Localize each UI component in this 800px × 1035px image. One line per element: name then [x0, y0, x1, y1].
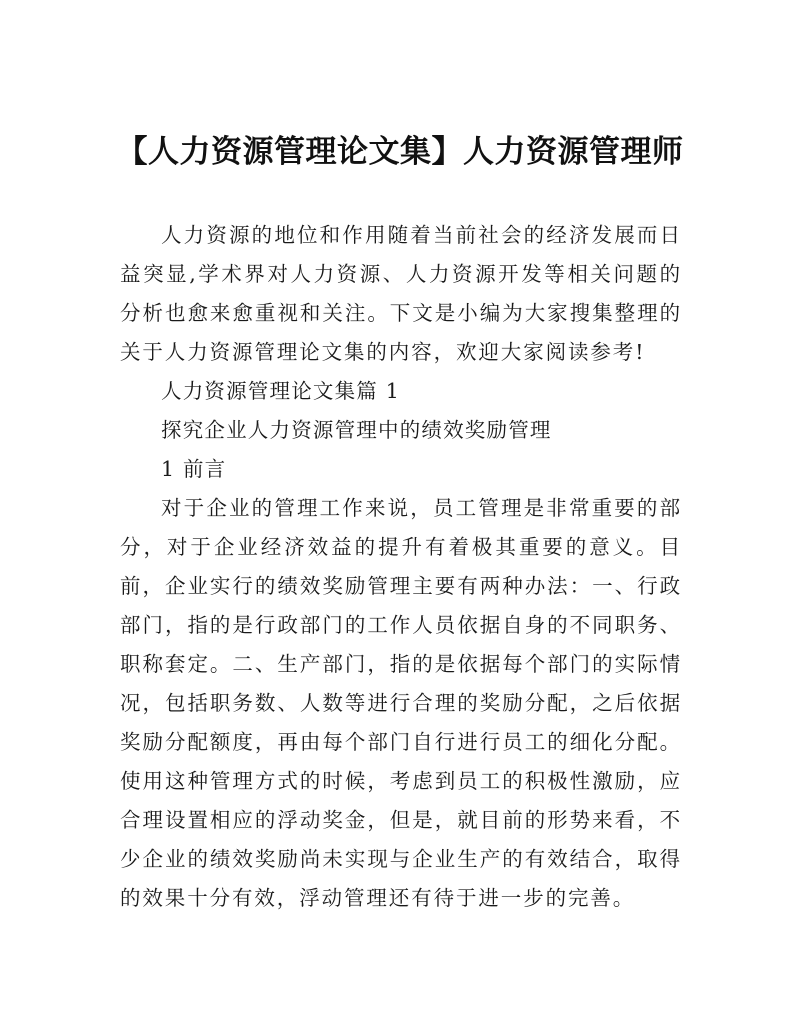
section-heading: 人力资源管理论文集篇 1: [161, 379, 400, 403]
subsection-heading: 1 前言: [161, 457, 227, 481]
document-body: [120, 216, 682, 918]
article-title: 探究企业人力资源管理中的绩效奖励管理: [161, 418, 552, 442]
body-paragraph: 对于企业的管理工作来说，员工管理是非常重要的部分，对于企业经济效益的提升有着极其重要的意义。目前，企业实行的绩效奖励管理主要有两种办法：一、行政部门，指的是行政部门的工作人员依据自身的不同职务、职称套定。二、生产部门，指的是依据每个部门的实际情况，包括职务数、人数等进行合理的奖励分配，之后依据奖励分配额度，再由每个部门自行进行员工的细化分配。使用这种管理方式的时候，考虑到员工的积极性激励，应合理设置相应的浮动奖金，但是，就目前的形势来看，不少企业的绩效奖励尚未实现与企业生产的有效结合，取得的效果十分有效，浮动管理还有待于进一步的完善。: [120, 496, 682, 910]
intro-paragraph: 人力资源的地位和作用随着当前社会的经济发展而日益突显,学术界对人力资源、人力资源开发等相关问题的分析也愈来愈重视和关注。下文是小编为大家搜集整理的关于人力资源管理论文集的内容，欢迎大家阅读参考!: [120, 223, 682, 364]
document-title: 【人力资源管理论文集】人力资源管理师: [116, 134, 684, 170]
